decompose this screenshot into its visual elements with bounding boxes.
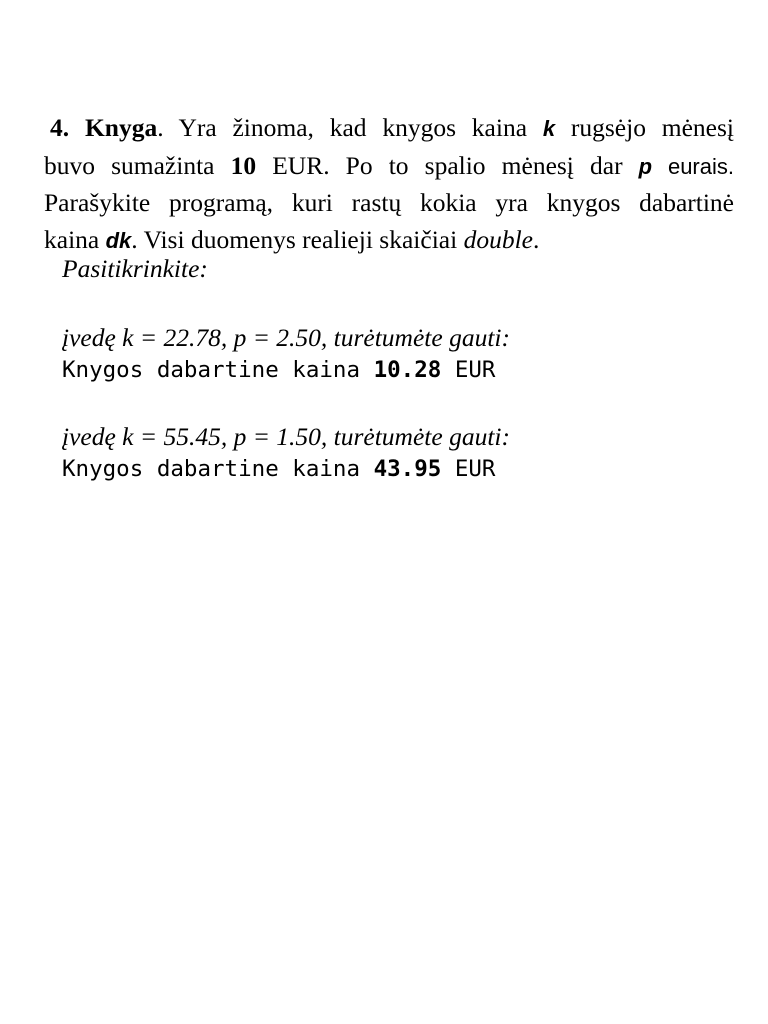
task-line-2	[44, 148, 734, 186]
type-word: double	[463, 224, 533, 254]
example-2-output-suffix: EUR	[441, 456, 496, 482]
example-1-output-suffix: EUR	[441, 357, 496, 383]
reduction-amount: 10	[230, 150, 257, 180]
task-text-4c: .	[532, 224, 540, 254]
example-1-output-value: 10.28	[373, 357, 442, 383]
example-1-input: įvedę k = 22.78, p = 2.50, turėtumėte gauti:	[62, 323, 510, 352]
example-2-output	[62, 453, 722, 485]
task-title: Knyga	[84, 113, 158, 142]
task-text-4a: kaina	[44, 224, 106, 254]
variable-k: k	[542, 116, 556, 141]
check-heading: Pasitikrinkite:	[62, 254, 208, 283]
task-text-1b: rugsėjo mėnesį	[555, 113, 734, 142]
task-text-4b: . Visi duomenys realieji skaičiai	[131, 224, 464, 254]
task-line-3: Parašykite programą, kuri rastų kokia yra knygos dabartinė	[44, 188, 734, 217]
variable-dk: dk	[105, 227, 132, 253]
task-statement	[44, 110, 734, 259]
example-2-output-value: 43.95	[373, 456, 442, 482]
task-number: 4.	[50, 113, 70, 142]
task-text-1a: . Yra žinoma, kad knygos kaina	[157, 113, 543, 142]
task-line-1	[44, 110, 734, 148]
example-1-output	[62, 354, 722, 386]
example-2-input: įvedę k = 55.45, p = 1.50, turėtumėte gauti:	[62, 422, 510, 451]
task-text-2b: EUR. Po to spalio mėnesį dar	[256, 150, 639, 180]
task-text-2a: buvo sumažinta	[44, 150, 231, 180]
check-section	[62, 253, 722, 485]
example-2-output-prefix: Knygos dabartine kaina	[62, 456, 374, 482]
variable-p: p	[638, 153, 653, 179]
task-text-2c: eurais.	[652, 153, 734, 179]
example-1-output-prefix: Knygos dabartine kaina	[62, 357, 374, 383]
